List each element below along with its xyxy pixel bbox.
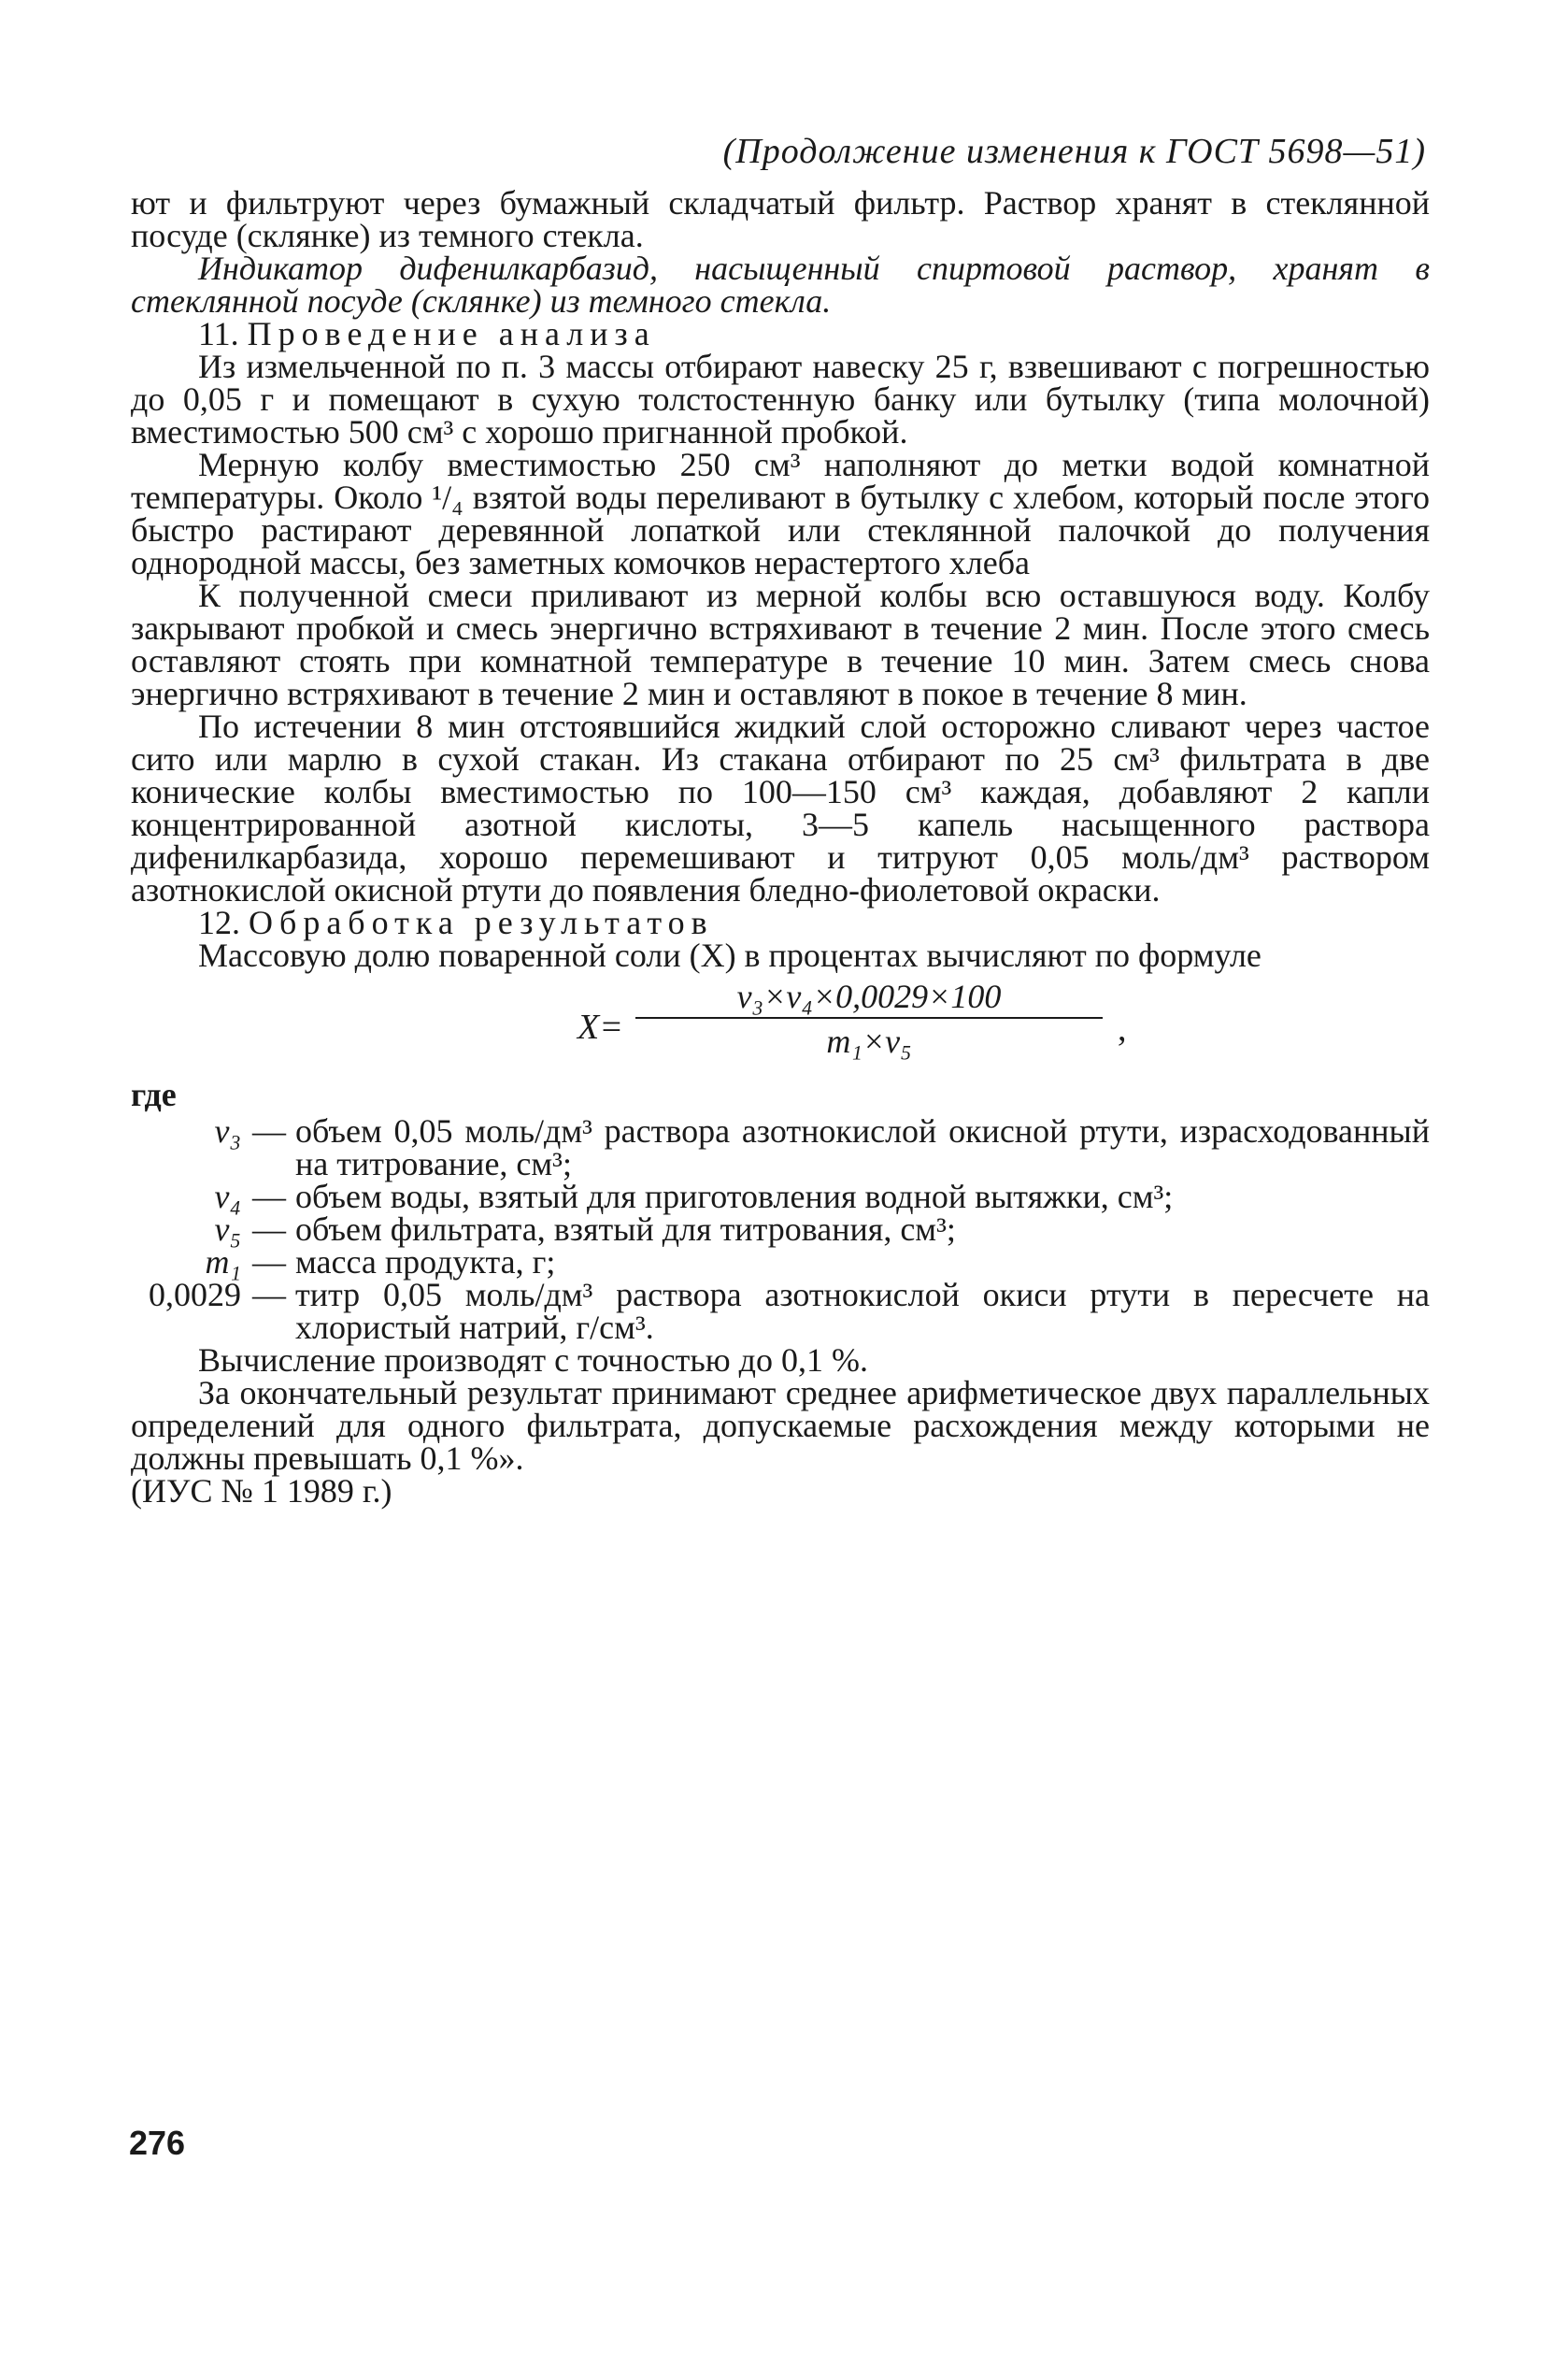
paragraph-precision: Вычисление производят с точностью до 0,1 %.: [198, 1341, 868, 1379]
definition-text: объем фильтрата, взятый для титрования, см³;: [295, 1210, 956, 1248]
definition-dash: —: [252, 1243, 286, 1281]
paragraph-titration: По истечении 8 мин отстоявшийся жидкий слой осторожно сливают через частое сито или марлю в сухой стакан. Из стакана отбирают по 25 см³ фильтрата в две конические колбы вместимостью по 100—150 см³ каждая, добавляют 2 капли концентрированной азотной кислоты, 3—5 капель насыщенного раствора дифенилкарбазида, хорошо перемешивают и титруют 0,05 моль/дм³ раствором азотнокислой окисной ртути до появления бледно-фиолетовой окраски.: [131, 708, 1430, 909]
formula: [131, 978, 1430, 1067]
definition-dash: —: [252, 1210, 286, 1248]
definition-text: объем 0,05 моль/дм³ раствора азотнокислой окисной ртути, израсходованный на титрование, см³;: [295, 1112, 1430, 1182]
where-label: где: [131, 1076, 177, 1113]
section-12-number: 12.: [198, 904, 240, 941]
running-header: (Продолжение изменения к ГОСТ 5698—51): [722, 132, 1426, 171]
paragraph-indicator-text: Индикатор дифенилкарбазид, насыщенный спиртовой раствор, хранят в стеклянной посуде (склянке) из темного стекла.: [131, 250, 1430, 320]
paragraph-formula-intro: Массовую долю поваренной соли (X) в процентах вычисляют по формуле: [198, 937, 1262, 974]
definition-text: титр 0,05 моль/дм³ раствора азотнокислой окиси ртути в пересчете на хлористый натрий, г/см³.: [295, 1276, 1430, 1346]
paragraph-sample: Из измельченной по п. 3 массы отбирают навеску 25 г, взвешивают с погрешностью до 0,05 г и помещают в сухую толстостенную банку или бутылку (типа молочной) вместимостью 500 см³ с хорошо пригнанной пробкой.: [131, 348, 1430, 451]
formula-fraction: [635, 978, 1103, 1060]
definition-dash: —: [252, 1112, 286, 1150]
section-11-number: 11.: [198, 315, 239, 352]
formula-comma: ,: [1118, 1009, 1127, 1049]
definition-item: [131, 1178, 1430, 1215]
definition-item: [131, 1210, 1430, 1248]
section-11-title: Проведение анализа: [247, 315, 656, 352]
paragraph-flask: Мерную колбу вместимостью 250 см³ наполняют до метки водой комнатной температуры. Около ¹/₄ взятой воды переливают в бутылку с хлебом, который после этого быстро растирают деревянной лопаткой или стеклянной палочкой до получения однородной массы, без заметных комочков нерастертого хлеба: [131, 446, 1430, 581]
section-11-heading: [131, 315, 1430, 352]
section-12-title: Обработка результатов: [249, 904, 714, 941]
definition-symbol: v₄: [214, 1178, 241, 1215]
paragraph-mixing: К полученной смеси приливают из мерной колбы всю оставшуюся воду. Колбу закрывают пробкой и смесь энергично встряхивают в течение 2 мин. После этого смесь оставляют стоять при комнатной температуре в течение 10 мин. Затем смесь снова энергично встряхивают в течение 2 мин и оставляют в покое в течение 8 мин.: [131, 577, 1430, 712]
definition-item: [131, 1112, 1430, 1182]
definition-item: [131, 1243, 1430, 1281]
paragraph-indicator: [131, 252, 1430, 318]
definition-text: объем воды, взятый для приготовления водной вытяжки, см³;: [295, 1178, 1174, 1215]
reference-ius: (ИУС № 1 1989 г.): [131, 1472, 392, 1510]
paragraph-final-result: За окончательный результат принимают среднее арифметическое двух параллельных определений для одного фильтрата, допускаемые расхождения между которыми не должны превышать 0,1 %».: [131, 1374, 1430, 1477]
formula-numerator: v₃×v₄×0,0029×100: [736, 978, 1002, 1015]
fraction-bar: [635, 1017, 1103, 1019]
paragraph-continuation: ют и фильтруют через бумажный складчатый фильтр. Раствор хранят в стеклянной посуде (склянке) из темного стекла.: [131, 184, 1430, 254]
formula-denominator: m₁×v₅: [826, 1023, 912, 1060]
definition-text: масса продукта, г;: [295, 1243, 556, 1281]
definition-dash: —: [252, 1178, 286, 1215]
definition-dash: —: [252, 1276, 286, 1313]
definition-symbol: v₅: [214, 1210, 241, 1248]
formula-lhs: X=: [577, 1008, 623, 1047]
section-12-heading: [131, 904, 1430, 941]
definition-item: [131, 1276, 1430, 1346]
definition-symbol: v₃: [214, 1112, 241, 1150]
definition-symbol: 0,0029: [149, 1276, 241, 1313]
page-number: 276: [129, 2124, 186, 2162]
definition-symbol: m₁: [205, 1243, 241, 1281]
page-body: [131, 184, 1430, 1510]
